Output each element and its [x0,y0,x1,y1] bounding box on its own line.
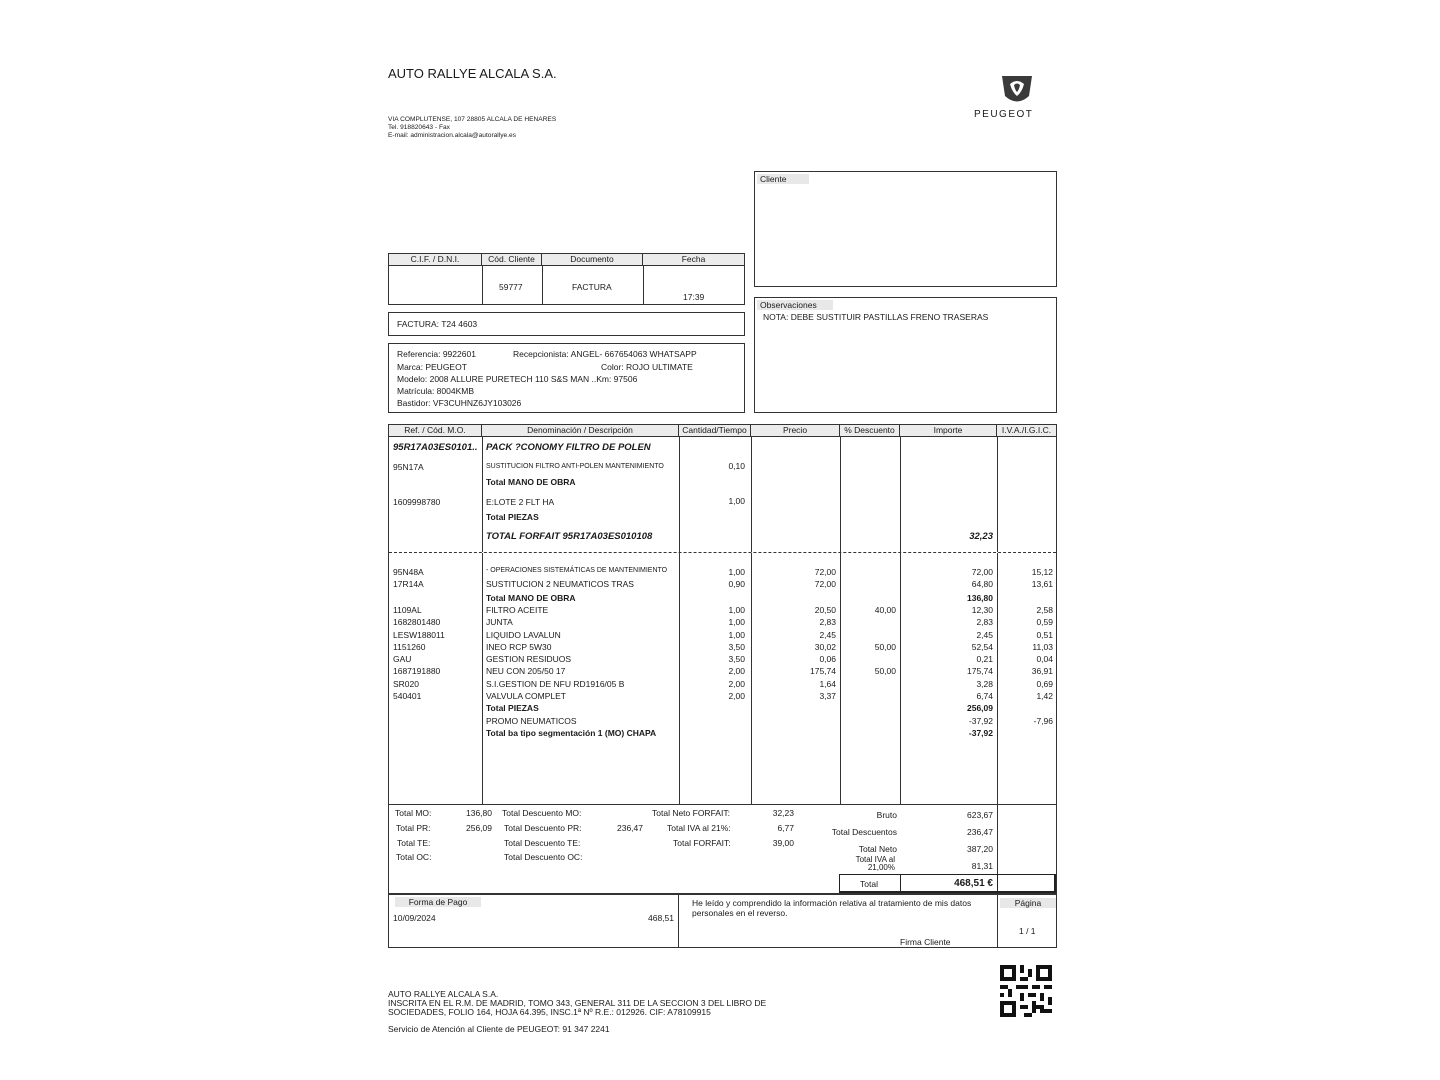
row-ref: GAU [393,654,412,665]
table-row [389,703,1056,715]
row-amount: 64,80 [971,579,993,590]
total-mo-value: 136,80 [466,808,492,818]
table-row [389,654,1056,666]
row-ref: 1151260 [393,641,426,652]
row-price: 30,02 [814,641,836,652]
payment-amount: 468,51 [648,913,674,923]
row-desc: JUNTA [486,617,513,628]
row-amount: 136,80 [967,592,993,603]
cliente-box [754,171,1057,287]
row-amount: 256,09 [967,703,993,714]
neto-forfait-value: 32,23 [772,808,794,818]
iva-label [829,856,895,872]
privacy-notice: He leído y comprendido la información relativa al tratamiento de mis datos personales en el reverso. [692,898,972,918]
documento-value: FACTURA [572,282,612,292]
cliente-label: Cliente [757,174,809,184]
forfait-value: 39,00 [772,838,794,848]
row-amount: 52,54 [971,641,993,652]
pack-row2-desc: E:LOTE 2 FLT HA [486,497,555,507]
table-row [389,579,1056,591]
row-amount: 175,74 [967,666,993,677]
col-iva-header: I.V.A./I.G.I.C. [997,425,1056,436]
table-row [389,716,1056,728]
row-price: 0,06 [819,654,836,665]
row-iva: 0,69 [1036,678,1053,689]
row-desc: VALVULA COMPLET [486,691,566,701]
row-iva: 2,58 [1036,604,1053,615]
row-price: 175,74 [810,666,836,677]
row-iva: 1,42 [1036,691,1053,701]
row-qty: 2,00 [728,691,745,701]
col-qty-header: Cantidad/Tiempo [679,425,751,436]
pack-row2-ref: 1609998780 [393,497,441,507]
iva-21-value: 6,77 [777,823,794,833]
desc-pr-label: Total Descuento PR: [504,823,582,833]
table-row [389,567,1056,579]
row-qty: 3,50 [728,654,745,665]
forfait-label: Total FORFAIT: [673,838,731,848]
payment-box [388,894,1057,948]
pack-ref: 95R17A03ES0101.. [393,442,478,453]
row-price: 1,64 [819,678,836,689]
row-amount: 6,74 [976,691,993,701]
footer-company: AUTO RALLYE ALCALA S.A. [388,989,499,999]
row-ref: 17R14A [393,579,424,590]
bruto-value: 623,67 [967,810,993,820]
row-iva: 13,61 [1031,579,1053,590]
table-row [389,630,1056,642]
pack-total-value: 32,23 [969,531,993,542]
table-row [389,679,1056,691]
pack-title: PACK ?CONOMY FILTRO DE POLEN [486,442,651,453]
row-qty: 1,00 [728,629,745,640]
row-price: 3,37 [819,691,836,701]
row-iva: -7,96 [1033,715,1053,726]
desc-mo-label: Total Descuento MO: [502,808,582,818]
payment-label: Forma de Pago [395,897,481,907]
total-mo-label: Total MO: [395,808,432,818]
row-price: 72,00 [814,567,836,577]
factura-number: FACTURA: T24 4603 [397,319,478,329]
cif-header: C.I.F. / D.N.I. [389,254,482,265]
doc-header-box [388,253,745,305]
pack-row1-qty: 0,10 [728,461,745,471]
footer-service: Servicio de Atención al Cliente de PEUGEOT: 91 347 2241 [388,1024,610,1034]
firma-cliente: Firma Cliente [900,937,951,947]
row-iva: 11,03 [1032,641,1053,652]
row-qty: 2,00 [728,678,745,689]
row-disc: 40,00 [874,604,896,615]
row-desc: S.I.GESTION DE NFU RD1916/05 B [486,678,625,689]
row-amount: 3,28 [976,678,993,689]
observaciones-box [754,297,1057,413]
fecha-header: Fecha [643,254,744,265]
payment-date: 10/09/2024 [393,913,436,923]
row-price: 2,83 [819,617,836,628]
neto-label: Total Neto [858,844,897,854]
total-label: Total [860,879,878,889]
col-price-header: Precio [751,425,840,436]
col-desc-header: Denominación / Descripción [482,425,679,436]
company-address [388,116,556,140]
table-row [389,593,1056,605]
qr-code-icon [1000,965,1052,1017]
table-row [389,617,1056,629]
table-row [389,642,1056,654]
col-disc-header: % Descuento [840,425,900,436]
vehicle-recepcionista: Recepcionista: ANGEL- 667654063 WHATSAPP [513,349,697,359]
row-iva: 0,04 [1036,654,1053,665]
row-desc: LIQUIDO LAVALUN [486,629,561,640]
vehicle-matricula: Matrícula: 8004KMB [397,386,475,396]
row-desc: NEU CON 205/50 17 [486,666,566,677]
col-amount-header: Importe [900,425,997,436]
page-label: Página [1000,898,1056,908]
row-disc: 50,00 [874,666,896,677]
phone-line: Tel. 918820643 - Fax [388,124,450,131]
row-qty: 3,50 [728,641,745,652]
vehicle-bastidor: Bastidor: VF3CUHNZ6JY103026 [397,398,522,408]
row-amount: 12,30 [971,604,993,615]
row-amount: -37,92 [968,715,993,726]
row-price: 72,00 [814,579,836,590]
total-oc-label: Total OC: [396,852,432,862]
row-desc: GESTION RESIDUOS [486,654,572,665]
row-desc: SUSTITUCION 2 NEUMATICOS TRAS [486,579,634,590]
vehicle-marca: Marca: PEUGEOT [397,362,467,372]
footer-line1: INSCRITA EN EL R.M. DE MADRID, TOMO 343, GENERAL 311 DE LA SECCION 3 DEL LIBRO DE [388,998,767,1008]
row-ref: 1687191880 [393,666,441,677]
total-te-label: Total TE: [397,838,431,848]
email-line: E-mail: administracion.alcala@autorallye.es [388,132,516,139]
row-ref: 95N48A [393,567,424,577]
row-amount: 2,83 [976,617,993,628]
pack-row2-qty: 1,00 [728,496,745,506]
row-iva: 36,91 [1031,666,1053,677]
iva-label-text: Total IVA al [855,855,895,864]
row-amount: 0,21 [976,654,993,665]
total-value: 468,51 € [954,878,993,889]
factura-box [388,312,745,336]
row-amount: 72,00 [971,567,993,577]
row-desc: Total ba tipo segmentación 1 (MO) CHAPA [486,727,657,738]
pack-row1-desc: SUSTITUCION FILTRO ANTI-POLEN MANTENIMIENTO [486,463,664,470]
row-disc: 50,00 [874,641,896,652]
iva-pct: 21,00% [867,863,895,872]
table-row [389,666,1056,678]
vehicle-modelo: Modelo: 2008 ALLURE PURETECH 110 S&S MAN ..Km: 97506 [397,374,638,384]
footer [388,990,766,1034]
row-price: 2,45 [819,629,836,640]
pack-sub1: Total MANO DE OBRA [486,477,576,487]
bruto-label: Bruto [876,810,897,820]
iva-21-label: Total IVA al 21%: [667,823,731,833]
row-desc: - OPERACIONES SISTEMÁTICAS DE MANTENIMIENTO [486,567,668,574]
total-box [839,874,1056,893]
vehicle-color: Color: ROJO ULTIMATE [601,362,693,372]
total-pr-label: Total PR: [396,823,431,833]
pack-sub2: Total PIEZAS [486,512,539,522]
row-ref: 1109AL [393,604,422,615]
page-number: 1 / 1 [1019,926,1036,936]
items-table [388,424,1057,894]
row-desc: Total PIEZAS [486,703,539,714]
row-ref: 540401 [393,691,422,701]
cod-cliente-value: 59777 [499,282,523,292]
section-separator [389,552,1056,553]
table-row [389,605,1056,617]
row-desc: INEO RCP 5W30 [486,641,552,652]
row-qty: 2,00 [728,666,745,677]
company-name: AUTO RALLYE ALCALA S.A. [388,66,557,81]
pack-total-label: TOTAL FORFAIT 95R17A03ES010108 [486,531,653,542]
desc-pr-value: 236,47 [617,823,643,833]
table-row [389,728,1056,740]
desc-oc-label: Total Descuento OC: [504,852,583,862]
row-qty: 1,00 [728,617,745,628]
row-desc: FILTRO ACEITE [486,604,549,615]
iva-value: 81,31 [971,861,993,871]
row-amount: -37,92 [968,727,993,738]
row-iva: 0,59 [1036,617,1053,628]
neto-value: 387,20 [967,844,993,854]
vehicle-referencia: Referencia: 9922601 [397,349,476,359]
desc-te-label: Total Descuento TE: [504,838,581,848]
row-qty: 0,90 [728,579,745,590]
row-amount: 2,45 [976,629,993,640]
brand-name: PEUGEOT [974,109,1034,120]
peugeot-lion-logo-icon [996,74,1038,108]
row-qty: 1,00 [728,567,745,577]
pack-row1-ref: 95N17A [393,462,424,472]
descuentos-value: 236,47 [967,827,993,837]
footer-line2: SOCIEDADES, FOLIO 164, HOJA 64.395, INSC.1ª Nº R.E.: 012926. CIF: A78109915 [388,1007,711,1017]
address-line: VIA COMPLUTENSE, 107 28805 ALCALA DE HENARES [388,116,557,123]
row-iva: 15,12 [1031,567,1053,577]
row-ref: SR020 [393,678,419,689]
descuentos-label: Total Descuentos [831,827,897,837]
vehicle-box [388,343,745,413]
cod-cliente-header: Cód. Cliente [482,254,542,265]
table-row [389,691,1056,703]
neto-forfait-label: Total Neto FORFAIT: [652,808,730,818]
observaciones-label: Observaciones [757,300,833,310]
observaciones-text: NOTA: DEBE SUSTITUIR PASTILLAS FRENO TRASERAS [763,312,989,322]
total-pr-value: 256,09 [466,823,492,833]
documento-header: Documento [542,254,643,265]
hora-value: 17:39 [683,292,705,302]
row-iva: 0,51 [1036,629,1053,640]
row-desc: PROMO NEUMATICOS [486,715,577,726]
row-ref: 1682801480 [393,617,441,628]
row-desc: Total MANO DE OBRA [486,592,576,603]
row-price: 20,50 [814,604,836,615]
row-ref: LESW188011 [393,629,445,640]
row-qty: 1,00 [728,604,745,615]
col-ref-header: Ref. / Cód. M.O. [389,425,482,436]
